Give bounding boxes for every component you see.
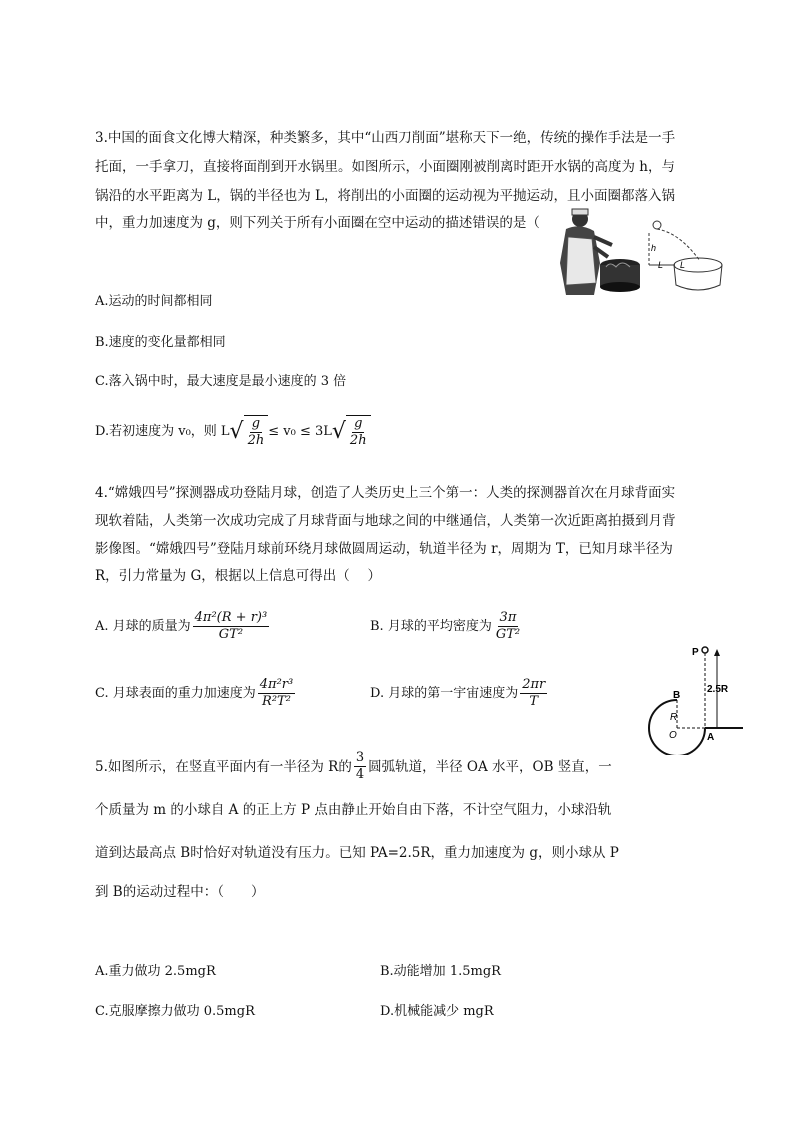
- q4-b-den: GT²: [495, 627, 521, 642]
- q4-line-3: 影像图。“嫦娥四号”登陆月球前环绕月球做圆周运动，轨道半径为 r，周期为 T，已知月球半径为: [95, 541, 673, 557]
- q4-line-4: R，引力常量为 G，根据以上信息可得出（ ）: [95, 568, 382, 584]
- q3-line-2: 托面，一手拿刀，直接将面削到开水锅里。如图所示，小面圈刚被削离时距开水锅的高度为 h，与: [95, 159, 675, 175]
- q3-option-c: C.落入锅中时，最大速度是最小速度的 3 倍: [95, 374, 347, 389]
- q5-option-c: C.克服摩擦力做功 0.5mgR: [95, 1004, 255, 1019]
- q3-line-4: 中，重力加速度为 g，则下列关于所有小面圈在空中运动的描述错误的是（: [95, 215, 540, 231]
- fig-R-label: R: [670, 712, 678, 723]
- sqrt-num-1: g: [251, 416, 261, 431]
- q5-line-4: 到 B的运动过程中：（ ）: [95, 884, 265, 900]
- q4-d-den: T: [529, 694, 539, 709]
- q5-line-2: 个质量为 m 的小球自 A 的正上方 P 点由静止开始自由下落，不计空气阻力，小球沿轨: [95, 802, 612, 818]
- sqrt-expression-2: √ $\frac{g}{2h}$: [332, 415, 371, 449]
- q5-option-d: D.机械能减少 mgR: [380, 1004, 494, 1019]
- q4-d-num: 2πr: [522, 677, 546, 692]
- q5-line-1a: 5.如图所示，在竖直平面内有一半径为 R的: [95, 758, 352, 775]
- q4-option-a-text: A. 月球的质量为: [95, 618, 191, 634]
- sqrt-den-2: 2h: [349, 433, 367, 448]
- fig-A-label: A: [707, 732, 715, 743]
- q5-line-1: [95, 750, 612, 783]
- q3-option-d: [95, 415, 371, 449]
- fig-dist-label: 2.5R: [707, 684, 729, 695]
- q4-a-den: GT²: [218, 627, 244, 642]
- q5-track-figure: [635, 640, 750, 755]
- q4-option-d-text: D. 月球的第一宇宙速度为: [370, 685, 519, 701]
- q3-option-d-mid: ≤ v₀ ≤ 3L: [268, 424, 332, 439]
- q4-option-c-text: C. 月球表面的重力加速度为: [95, 685, 256, 701]
- q4-b-num: 3π: [499, 610, 517, 625]
- sqrt-num-2: g: [354, 416, 363, 431]
- fig-O-label: O: [669, 730, 677, 741]
- q3-option-d-prefix: D.若初速度为 v₀，则 L: [95, 424, 230, 439]
- q4-a-num: 4π²(R + r)³: [194, 610, 268, 625]
- q5-option-a: A.重力做功 2.5mgR: [95, 964, 216, 979]
- q3-line-3: 锅沿的水平距离为 L，锅的半径也为 L，将削出的小面圈的运动视为平抛运动，且小面圈都落入锅: [95, 188, 676, 204]
- q5-line-1b: 圆弧轨道，半径 OA 水平，OB 竖直，一: [368, 758, 612, 775]
- q3-noodle-figure: [550, 203, 730, 298]
- trajectory-diagram: [649, 221, 722, 290]
- fig-L2-label: L: [680, 260, 686, 270]
- q5-option-b: B.动能增加 1.5mgR: [380, 964, 501, 979]
- q4-c-num: 4π²r³: [259, 677, 294, 692]
- sqrt-den-1: 2h: [247, 433, 265, 448]
- q3-option-b: B.速度的变化量都相同: [95, 335, 226, 350]
- fig-h-label: h: [651, 243, 657, 253]
- fig-B-label: B: [673, 690, 681, 701]
- q3-option-a: A.运动的时间都相同: [95, 294, 213, 309]
- q4-option-b-text: B. 月球的平均密度为: [370, 618, 492, 634]
- q3-line-1: 3.中国的面食文化博大精深，种类繁多，其中“山西刀削面”堪称天下一绝，传统的操作手法是一手: [95, 130, 676, 146]
- q4-option-d: [370, 677, 549, 710]
- q4-option-a: [95, 610, 271, 643]
- sqrt-expression-1: √ $\frac{g}{2h}$: [230, 415, 269, 449]
- fig-L1-label: L: [658, 260, 664, 270]
- fig-P-label: P: [692, 647, 699, 658]
- q5-line-3: 道到达最高点 B时恰好对轨道没有压力。已知 PA=2.5R，重力加速度为 g，则小球从 P: [95, 845, 619, 861]
- q4-c-den: R²T²: [262, 694, 291, 709]
- pot-figure: [600, 259, 640, 292]
- q4-line-1: 4.“嫦娥四号”探测器成功登陆月球，创造了人类历史上三个第一：人类的探测器首次在月球背面实: [95, 485, 676, 501]
- q5-frac-num: 3: [355, 750, 365, 765]
- q5-frac-den: 4: [355, 767, 365, 782]
- q4-option-b: [370, 610, 524, 643]
- q4-line-2: 现软着陆，人类第一次成功完成了月球背面与地球之间的中继通信，人类第一次近距离拍摄到月背: [95, 513, 676, 529]
- q4-option-c: [95, 677, 297, 710]
